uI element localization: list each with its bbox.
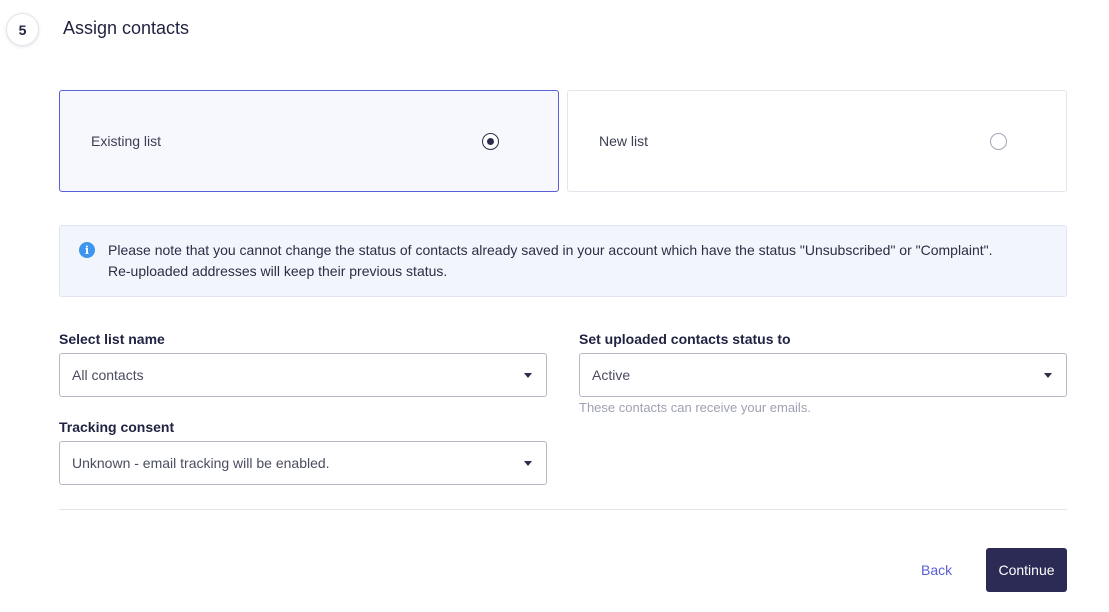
caret-down-icon (1044, 373, 1052, 378)
caret-down-icon (524, 461, 532, 466)
info-notice (59, 225, 1067, 297)
existing-list-radio[interactable] (482, 133, 499, 150)
status-hint: These contacts can receive your emails. (579, 400, 811, 415)
step-title: Assign contacts (63, 18, 190, 38)
list-name-select[interactable] (59, 353, 547, 397)
status-select[interactable] (579, 353, 1067, 397)
status-value: Active (592, 367, 631, 383)
existing-list-label: Existing list (91, 133, 162, 149)
new-list-radio[interactable] (990, 133, 1007, 150)
notice-text (108, 240, 1058, 282)
tracking-consent-label: Tracking consent (59, 419, 175, 435)
continue-button[interactable]: Continue (986, 548, 1067, 592)
tracking-consent-select[interactable] (59, 441, 547, 485)
list-name-value: All contacts (72, 367, 144, 383)
step-number-badge: 5 (6, 13, 39, 46)
new-list-option[interactable] (567, 90, 1067, 192)
tracking-consent-value: Unknown - email tracking will be enabled. (72, 455, 330, 471)
new-list-label: New list (599, 133, 649, 149)
list-name-label: Select list name (59, 331, 165, 347)
info-icon: i (79, 242, 95, 258)
divider (59, 509, 1067, 510)
status-label: Set uploaded contacts status to (579, 331, 791, 347)
existing-list-option[interactable] (59, 90, 559, 192)
radio-selected-dot (487, 138, 494, 145)
caret-down-icon (524, 373, 532, 378)
notice-line-1: Please note that you cannot change the status of contacts already saved in your account which have the status "Unsubscribed" or "Complaint". (108, 242, 993, 258)
back-button[interactable]: Back (921, 562, 953, 578)
notice-line-2: Re-uploaded addresses will keep their previous status. (108, 263, 448, 279)
